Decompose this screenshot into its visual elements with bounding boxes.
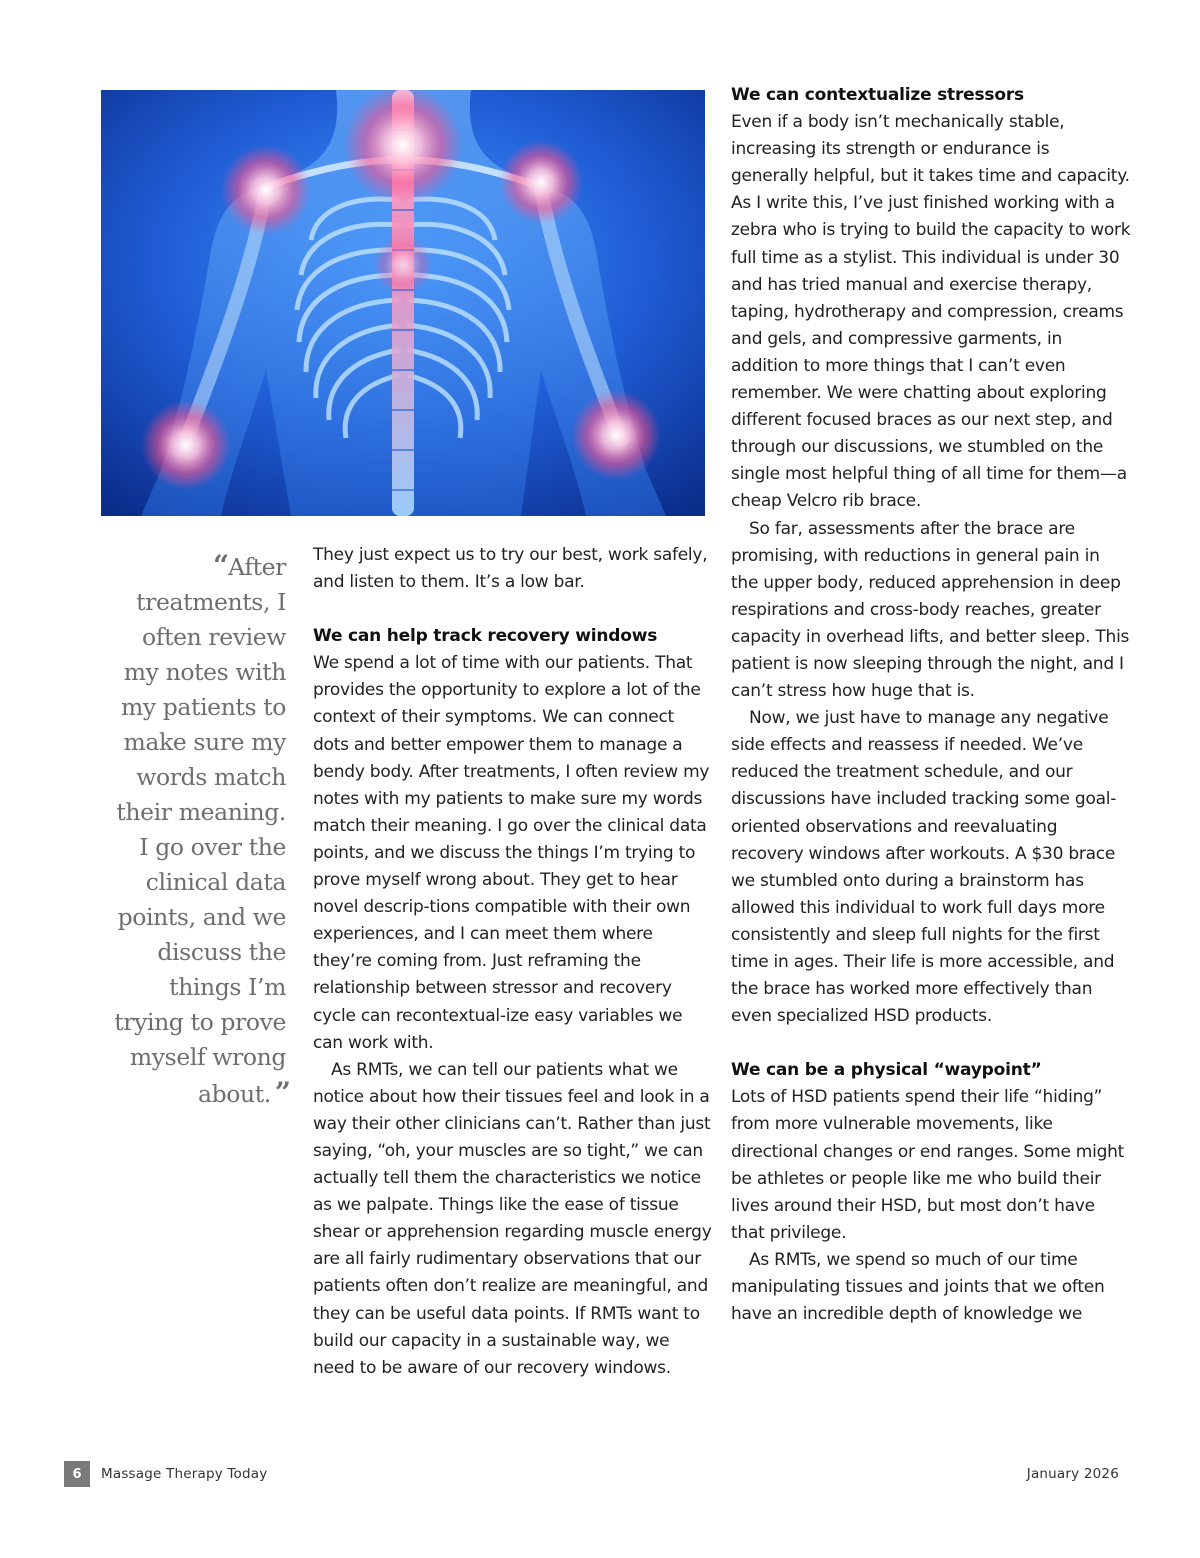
section-heading-physical-waypoint: We can be a physical “waypoint”: [731, 1060, 1042, 1081]
issue-date: January 2026: [1026, 1466, 1119, 1482]
skeleton-torso-image: [101, 90, 705, 516]
pull-quote: [108, 548, 286, 1112]
article-column-right: [731, 82, 1131, 1328]
intro-paragraph: They just expect us to try our best, work safely, and listen to them. It’s a low bar.: [313, 545, 708, 593]
body-paragraph: Lots of HSD patients spend their life “hiding” from more vulnerable movements, like directional changes or end ranges. Some might be athletes or people like me who build their lives around their HSD, but most don’t have that privilege.: [731, 1087, 1125, 1243]
body-paragraph: So far, assessments after the brace are promising, with reductions in general pain in the upper body, reduced apprehension in deep respirations and cross-body reaches, greater capacity in overhead lifts, and better sleep. This patient is now sleeping through the night, and I can’t stress how huge that is.: [731, 518, 1130, 702]
publication-name: Massage Therapy Today: [101, 1466, 268, 1482]
pull-quote-text: After treatments, I often review my notes with my patients to make sure my words match their meaning. I go over the clinical data points, and we discuss the things I’m trying to prove myself wrong about.: [114, 553, 286, 1108]
page-number: 6: [64, 1461, 90, 1487]
body-paragraph: Even if a body isn’t mechanically stable, increasing its strength or endurance is generally helpful, but it takes time and capacity. As I write this, I’ve just finished working with a zebra who is trying to build the capacity to work full time as a stylist. This individual is under 30 and has tried manual and exercise therapy, taping, hydrotherapy and compression, creams and gels, and compressive garments, in addition to more things that I can’t even remember. We were chatting about exploring different focused braces as our next step, and through our discussions, we stumbled on the single most helpful thing of all time for them—a cheap Velcro rib brace.: [731, 112, 1131, 512]
body-paragraph: We spend a lot of time with our patients. That provides the opportunity to explore a lot of the context of their symptoms. We can connect dots and better empower them to manage a bendy body. After treatments, I often review my notes with my patients to make sure my words match their meaning. I go over the clinical data points, and we discuss the things I’m trying to prove myself wrong about. They get to hear novel descrip-tions compatible with their own experiences, and I can meet them where they’re coming from. Just reframing the relationship between stressor and recovery cycle can recontextual-ize easy variables we can work with.: [313, 653, 710, 1053]
section-heading-contextualize-stressors: We can contextualize stressors: [731, 85, 1024, 105]
article-column-middle: [313, 542, 713, 1382]
body-paragraph: As RMTs, we can tell our patients what we notice about how their tissues feel and look in a way their other clinicians can’t. Rather than just saying, “oh, your muscles are so tight,” we can actually tell them the characteristics we notice as we palpate. Things like the ease of tissue shear or apprehension regarding muscle energy are all fairly rudimentary observations that our patients often don’t realize are meaningful, and they can be useful data points. If RMTs want to build our capacity in a sustainable way, we need to be aware of our recovery windows.: [313, 1059, 712, 1378]
footer-left: [64, 1461, 267, 1487]
body-paragraph: As RMTs, we spend so much of our time manipulating tissues and joints that we often have an incredible depth of knowledge we: [731, 1249, 1105, 1325]
close-quote-mark: ”: [274, 1076, 286, 1109]
anatomy-illustration: [101, 90, 705, 516]
body-paragraph: Now, we just have to manage any negative side effects and reassess if needed. We’ve reduced the treatment schedule, and our discussions have included tracking some goal-oriented observations and reevaluating recovery windows after workouts. A $30 brace we stumbled onto during a brainstorm has allowed this individual to work full days more consistently and sleep full nights for the first time in ages. Their life is more accessible, and the brace has worked more effectively than even specialized HSD products.: [731, 708, 1117, 1027]
open-quote-mark: “: [213, 549, 225, 582]
section-heading-recovery-windows: We can help track recovery windows: [313, 626, 658, 647]
